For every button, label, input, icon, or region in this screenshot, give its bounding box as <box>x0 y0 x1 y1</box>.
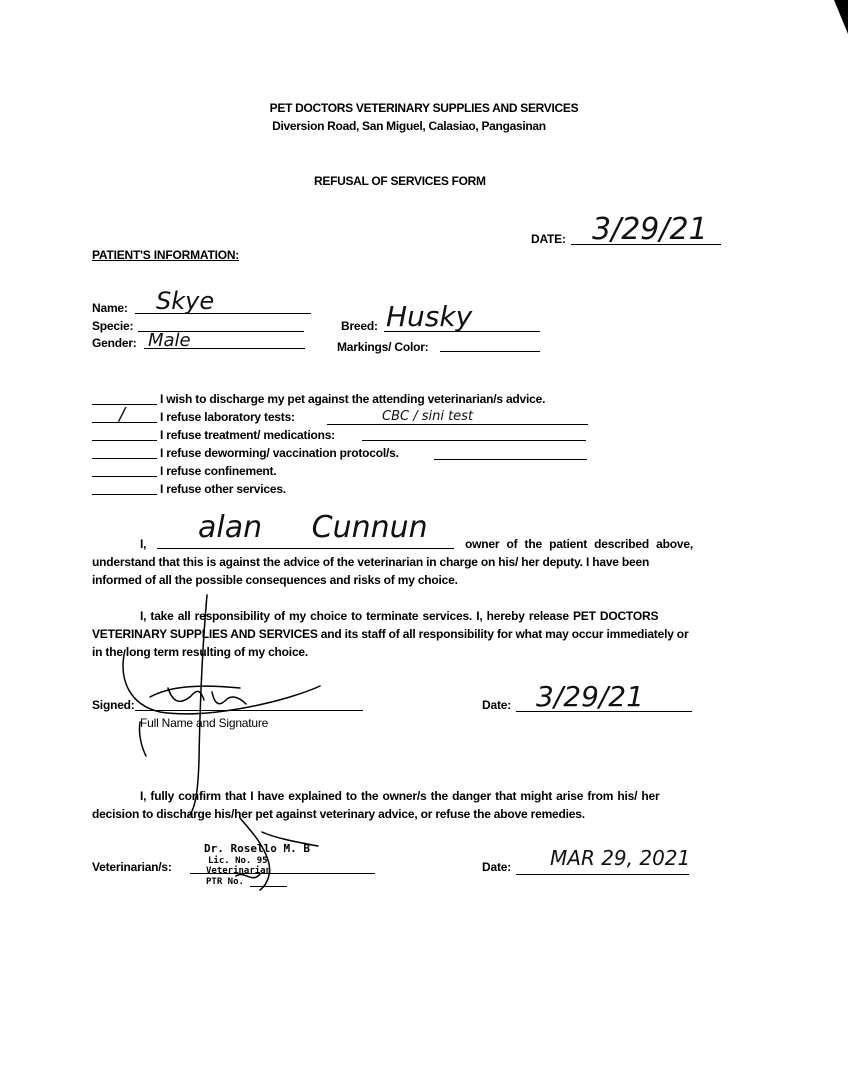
date-label: DATE: <box>531 232 566 246</box>
vet-date-label: Date: <box>482 860 512 874</box>
signature-date-label: Date: <box>482 698 512 712</box>
owner-prefix: I, <box>140 537 147 551</box>
name-handwritten: Skye <box>156 287 215 315</box>
markings-label: Markings/ Color: <box>337 340 429 354</box>
option-treatment: I refuse treatment/ medications: <box>160 428 335 442</box>
gender-handwritten: Male <box>148 330 191 351</box>
patient-section-title: PATIENT'S INFORMATION: <box>92 248 240 262</box>
option-other: I refuse other services. <box>160 482 286 496</box>
veterinarian-label: Veterinarian/s: <box>92 860 172 874</box>
confirm-line2: decision to discharge his/her pet against veterinary advice, or refuse the above remedies. <box>92 807 585 821</box>
date-handwritten: 3/29/21 <box>592 212 708 247</box>
name-label: Name: <box>92 301 128 315</box>
stamp-name: Dr. Rosello M. B <box>204 842 310 855</box>
option-lab-tests: I refuse laboratory tests: <box>160 410 295 424</box>
company-address: Diversion Road, San Miguel, Calasiao, Pangasinan <box>272 119 546 133</box>
confirm-line1: I, fully confirm that I have explained to the owner/s the danger that might arise from his/ her <box>140 789 660 803</box>
stamp-ptr: PTR No. <box>206 877 244 887</box>
stamp-license: Lic. No. 95 <box>208 856 268 866</box>
signature-date-handwritten: 3/29/21 <box>536 680 644 713</box>
company-name: PET DOCTORS VETERINARY SUPPLIES AND SERVICES <box>269 101 579 115</box>
signature-caption: Full Name and Signature <box>140 716 269 730</box>
option-check: / <box>119 404 126 425</box>
specie-label: Specie: <box>92 319 134 333</box>
release-line1: I, take all responsibility of my choice to terminate services. I, hereby release PET DOCTORS <box>140 609 659 623</box>
lab-tests-handwritten: CBC / sini test <box>382 409 474 424</box>
signed-label: Signed: <box>92 698 135 712</box>
option-deworming: I refuse deworming/ vaccination protocol/s. <box>160 446 399 460</box>
gender-label: Gender: <box>92 336 137 350</box>
breed-handwritten: Husky <box>386 300 473 333</box>
option-discharge: I wish to discharge my pet against the attending veterinarian/s advice. <box>160 392 546 406</box>
release-line3: in the long term resulting of my choice. <box>92 645 309 659</box>
release-line2: VETERINARY SUPPLIES AND SERVICES and its staff of all responsibility for what may occur immediately or <box>92 627 689 641</box>
option-confinement: I refuse confinement. <box>160 464 277 478</box>
owner-line3: informed of all the possible consequences and risks of my choice. <box>92 573 458 587</box>
form-title: REFUSAL OF SERVICES FORM <box>314 174 486 188</box>
owner-suffix: owner of the patient described above, <box>465 537 693 551</box>
owner-line2: understand that this is against the advice of the veterinarian in charge on his/ her deputy. I have been <box>92 555 650 569</box>
vet-date-handwritten: MAR 29, 2021 <box>550 846 691 870</box>
breed-label: Breed: <box>341 319 378 333</box>
owner-name-handwritten: alan Cunnun <box>198 510 428 545</box>
stamp-role: Veterinarian <box>206 866 272 876</box>
